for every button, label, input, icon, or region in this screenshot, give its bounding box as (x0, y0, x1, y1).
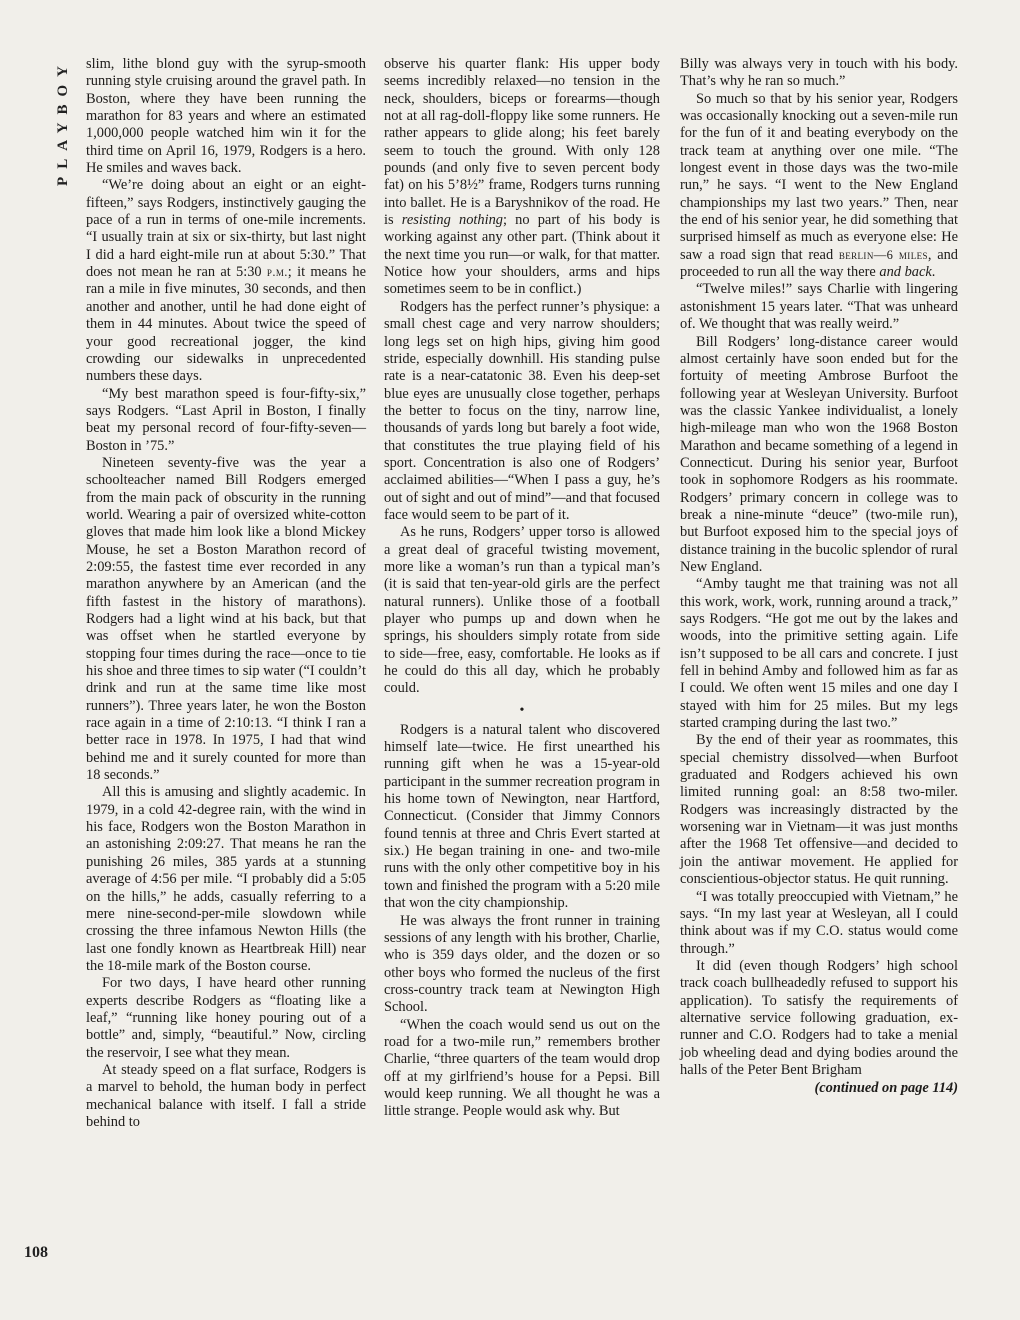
paragraph-text: ; it means he ran a mile in five minutes, 30 seconds, and then another and another, until he had done eight of them in 44 minutes. About twice the speed of your good recreational jogger, the kind crowding our sidewalks in unprecedented numbers these days. (86, 264, 367, 385)
paragraph: Billy was always very in touch with his body. That’s why he ran so much.” (680, 56, 958, 90)
paragraph: All this is amusing and slightly academic. In 1979, in a cold 42-degree rain, with the wind in his face, Rodgers won the Boston Marathon in an astonishing 2:09:27. That means he ran the punishing 26 miles, 385 yards at a stunning average of 4:56 per mile. “I probably did a 5:05 on the hills,” he adds, casually referring to a mere nine-second-per-mile slowdown while crossing the three infamous Newton Hills (the last one fondly known as Heartbreak Hill) near the 18-mile mark of the Boston course. (86, 784, 366, 974)
paragraph: slim, lithe blond guy with the syrup-smooth running style cruising around the gravel path. In Boston, where they have been running the marathon for 83 years and where an estimated 1,000,000 people watched him win it for the third time on April 16, 1979, Rodgers is a hero. He smiles and waves back. (86, 56, 366, 177)
paragraph (384, 56, 660, 299)
emphasis-text: and back (879, 264, 932, 281)
paragraph: Rodgers has the perfect runner’s physique: a small chest cage and very narrow shoulders; long legs set on high hips, giving him good stride, especially downhill. His standing pulse rate is a near-catatonic 38. Even his deep-set blue eyes are unusually close together, perhaps the better to focus on the tiny, narrow line, thousands of yards long but barely a foot wide, that constitutes the true playing field of his sport. Concentration is also one of Rodgers’ acclaimed abilities—“When I pass a guy, he’s out of sight and out of mind”—and that focused face would seem to be part of it. (384, 298, 660, 523)
paragraph (86, 177, 366, 385)
paragraph: At steady speed on a flat surface, Rodgers is a marvel to behold, the human body in perfect mechanical balance with itself. I fall a stride behind to (86, 1061, 366, 1130)
emphasis-text: resisting nothing (401, 212, 503, 229)
paragraph: By the end of their year as roommates, this special chemistry dissolved—when Burfoot graduated and Rodgers achieved his own limited running goal: an 8:58 two-miler. Rodgers was increasingly distracted by the worsening war in Vietnam—it was just months after the 1968 Tet offensive—and decided to join the antiwar movement. He applied for conscientious-objector status. He quit running. (680, 732, 958, 888)
article-column-3 (680, 56, 958, 1098)
paragraph: He was always the front runner in training sessions of any length with his brother, Charlie, who is 359 days older, and the dozen or so other boys who formed the nucleus of the first cross-country track team at Newington High School. (384, 912, 660, 1016)
time-abbreviation: p.m. (266, 265, 288, 280)
magazine-name-running-head: PLAYBOY (55, 58, 71, 186)
paragraph: “Amby taught me that training was not all this work, work, work, running around a track,” says Rodgers. “He got me out by the lakes and woods, into the primitive setting again. Life isn’t supposed to be all cars and concrete. I just fell in behind Amby and followed him as far as I could. We often went 15 miles and one day I stayed with him for 25 miles. But my legs started cramping during the last two.” (680, 576, 958, 732)
paragraph: It did (even though Rodgers’ high school track coach bullheadedly refused to support his application). To satisfy the requirements of alternative service following graduation, ex-runner and C.O. Rodgers had to take a menial job wheeling dead and dying bodies around the halls of the Peter Bent Brigham (680, 957, 958, 1078)
paragraph-text: So much so that by his senior year, Rodgers was occasionally knocking out a seven-mile run for the fun of it and beating everybody on the track team at anything over one mile. “The longest event in those days was the two-mile run,” he says. “I went to the New England championships my last two years.” Then, near the end of his senior year, he did something that surprised himself as much as everyone else: He saw a road sign that read (680, 90, 958, 263)
continued-on-page-note: (continued on page 114) (814, 1080, 958, 1097)
paragraph-text: “We’re doing about an eight or an eight-fifteen,” says Rodgers, instinctively gauging the pace of a run in terms of one-mile increments. “I usually train at six or six-thirty, but last night I did a hard eight-mile run at about 5:30.” That does not mean he ran at 5:30 (86, 177, 366, 281)
paragraph-text: . (931, 264, 936, 281)
paragraph-text: ; no part of his body is working against any other part. (Think about it the next time you run—or walk, for that matter. Notice how your shoulders, arms and hips sometimes seem to be in conflict.) (384, 212, 660, 298)
paragraph: “Twelve miles!” says Charlie with lingering astonishment 15 years later. “That was unheard of. We thought that was really weird.” (680, 281, 958, 333)
paragraph: “I was totally preoccupied with Vietnam,” he says. “In my last year at Wesleyan, all I could think about was if my C.O. status would come through.” (680, 888, 958, 957)
paragraph: “My best marathon speed is four-fifty-six,” says Rodgers. “Last April in Boston, I finally beat my personal record of four-fifty-seven—Boston in ’75.” (86, 385, 366, 454)
paragraph: “When the coach would send us out on the road for a two-mile run,” remembers brother Charlie, “three quarters of the team would drop off at my girlfriend’s house for a Pepsi. Bill would keep running. We all thought he was a little strange. People would ask why. But (384, 1016, 660, 1120)
paragraph-text: , and proceeded to run all the way there (680, 246, 958, 281)
paragraph: Rodgers is a natural talent who discovered himself late—twice. He first unearthed his running gift when he was a 15-year-old participant in the summer recreation program in his home town of Newington, near Hartford, Connecticut. (Consider that Jimmy Connors found tennis at three and Chris Evert started at six.) He began training in one- and two-mile runs with the only other competitive boy in his town and finished the program with a 5:20 mile that won the city championship. (384, 721, 660, 912)
section-break-bullet: • (519, 702, 525, 718)
paragraph: Nineteen seventy-five was the year a schoolteacher named Bill Rodgers emerged from the main pack of obscurity in the running world. Wearing a pair of oversized white-cotton gloves that made him look like a blond Mickey Mouse, he set a Boston Marathon record of 2:09:55, the fastest time ever recorded in any marathon anywhere by an American (and the fifth fastest in the history of marathons). Rodgers had a light wind at his back, but that was offset when he startled everyone by stopping four times during the race—once to tie his shoe and three times to sip water (“I couldn’t drink and run at the same time like most runners”). Three years later, he won the Boston race again in a time of 2:10:13. “I think I ran a better race in 1978. In 1975, I had that wind behind me and it surely counted for more than 18 seconds.” (86, 454, 366, 784)
paragraph: For two days, I have heard other running experts describe Rodgers as “floating like a leaf,” “running like honey pouring out of a bottle” and, simply, “beautiful.” Now, circling the reservoir, I see what they mean. (86, 975, 366, 1061)
road-sign-text: berlin—6 miles (838, 247, 928, 262)
paragraph-text: observe his quarter flank: His upper body seems incredibly relaxed—no tension in the neck, shoulders, biceps or forearms—though not at all rag-doll-floppy like some runners. He rather appears to glide along; his feet barely seem to touch the ground. With only 128 pounds (and only five to seven percent body fat) on his 5’8½” frame, Rodgers turns running into ballet. He is a Baryshnikov of the road. He is (384, 56, 660, 229)
article-column-2 (384, 56, 660, 1121)
paragraph (680, 91, 958, 282)
page-number: 108 (24, 1244, 48, 1261)
article-column-1 (86, 56, 366, 1131)
paragraph: As he runs, Rodgers’ upper torso is allowed a great deal of graceful twisting movement, more like a woman’s run than a typical man’s (it is said that ten-year-old girls are the perfect natural runners). Unlike those of a football player who pumps up and down when he springs, his shoulders simply rotate from side to side—free, easy, comfortable. He looks as if he could do this all day, which he probably could. (384, 524, 660, 697)
paragraph: Bill Rodgers’ long-distance career would almost certainly have soon ended but for the fortuity of meeting Ambrose Burfoot the following year at Wesleyan University. Burfoot was the classic Yankee individualist, a lonely high-mileage man who won the 1968 Boston Marathon and became something of a legend in Connecticut. During his senior year, Burfoot took in sophomore Rodgers as his roommate. Rodgers’ primary concern in college was to break a nine-minute “deuce” (two-mile run), but Burfoot exposed him to the special joys of distance training in the bucolic splendor of rural New England. (680, 333, 958, 575)
